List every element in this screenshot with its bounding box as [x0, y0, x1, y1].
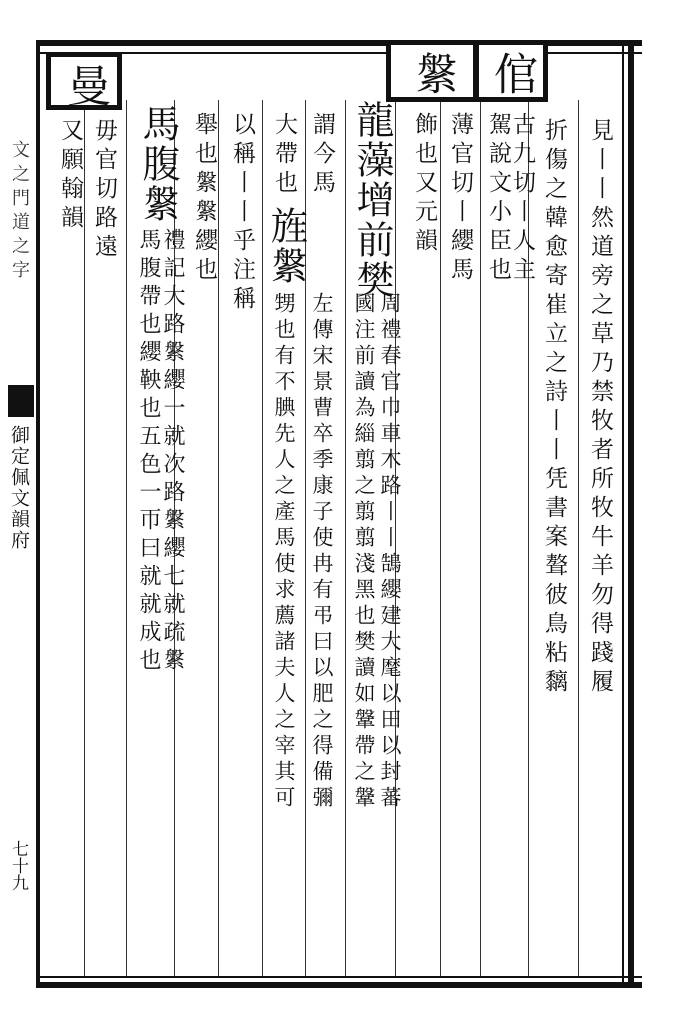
text-column-10: 甥也有不腆先人之產馬使求薦諸夫人之宰其可: [272, 292, 296, 812]
frame-right: [628, 40, 634, 988]
text-column-3: 古九切丨人主: [509, 112, 535, 286]
column-rule: [218, 100, 219, 976]
column-rule: [262, 100, 263, 976]
text-column-15: 毋官切路遠: [91, 118, 117, 263]
gutter-fishtail-mark: [8, 385, 34, 417]
text-column-6: 飾也又元韻: [411, 112, 437, 257]
column-rule: [578, 100, 579, 976]
text-column-9c: 左傳宋景曹卒季康子使冉有弔曰以肥之得備彌: [310, 292, 334, 812]
book-title: 御定佩文韻府: [8, 425, 30, 551]
frame-bottom: [36, 982, 642, 988]
page-gutter: [0, 40, 36, 988]
text-column-1: 見丨丨然道旁之草乃禁牧者所牧牛羊勿得踐履: [587, 118, 613, 698]
head-char-guan: 倌: [486, 51, 537, 99]
head-box-pan: [386, 40, 478, 102]
head-box-guan: [474, 40, 548, 102]
phrase-heading-2: 旌縏: [264, 206, 308, 286]
head-char-pan: 縏: [407, 51, 458, 99]
text-column-9a: 謂今馬: [309, 112, 335, 199]
frame-bottom-inner: [36, 976, 642, 978]
text-column-14: 馬腹帶也纓鞅也五色一帀曰就就成也: [136, 228, 161, 676]
column-rule: [440, 100, 441, 976]
frame-top-inner: [36, 52, 642, 54]
text-column-16: 又願翰韻: [57, 118, 83, 234]
text-column-12: 舉也縏縏纓也: [191, 112, 217, 286]
head-char-man: 曼: [59, 63, 110, 111]
frame-top: [36, 40, 642, 46]
head-box-man: [46, 52, 122, 110]
frame-right-inner: [622, 40, 624, 988]
page-number: 七十九: [8, 840, 28, 891]
text-column-11: 以稱丨丨乎注稱: [229, 112, 255, 315]
column-rule: [480, 100, 481, 976]
text-column-13: 禮記大路縏纓一就次路縏纓七就疏縏: [160, 228, 185, 676]
text-column-2: 折傷之韓愈寄崔立之詩丨丨凭書案聱彼鳥粘黐: [541, 118, 567, 698]
column-rule: [126, 100, 127, 976]
frame-left: [36, 40, 40, 988]
text-column-5: 薄官切丨纓馬: [447, 112, 473, 286]
column-rule: [345, 100, 346, 976]
column-rule: [84, 100, 85, 976]
text-column-7: 周禮春官巾車木路丨丨鵠纓建大麾以田以封蕃: [378, 292, 402, 812]
gutter-top-text: 文之門道之字: [9, 140, 30, 284]
phrase-heading-3: 馬腹縏: [136, 104, 180, 224]
text-column-9b: 大帶也: [271, 112, 297, 199]
phrase-heading-1: 龍藻增前樊: [350, 100, 394, 300]
text-column-8: 國注前讀為緇翦之翦翦淺黑也樊讀如鞶帶之鞶: [352, 292, 376, 812]
text-column-4: 駕說文小臣也: [485, 112, 511, 286]
